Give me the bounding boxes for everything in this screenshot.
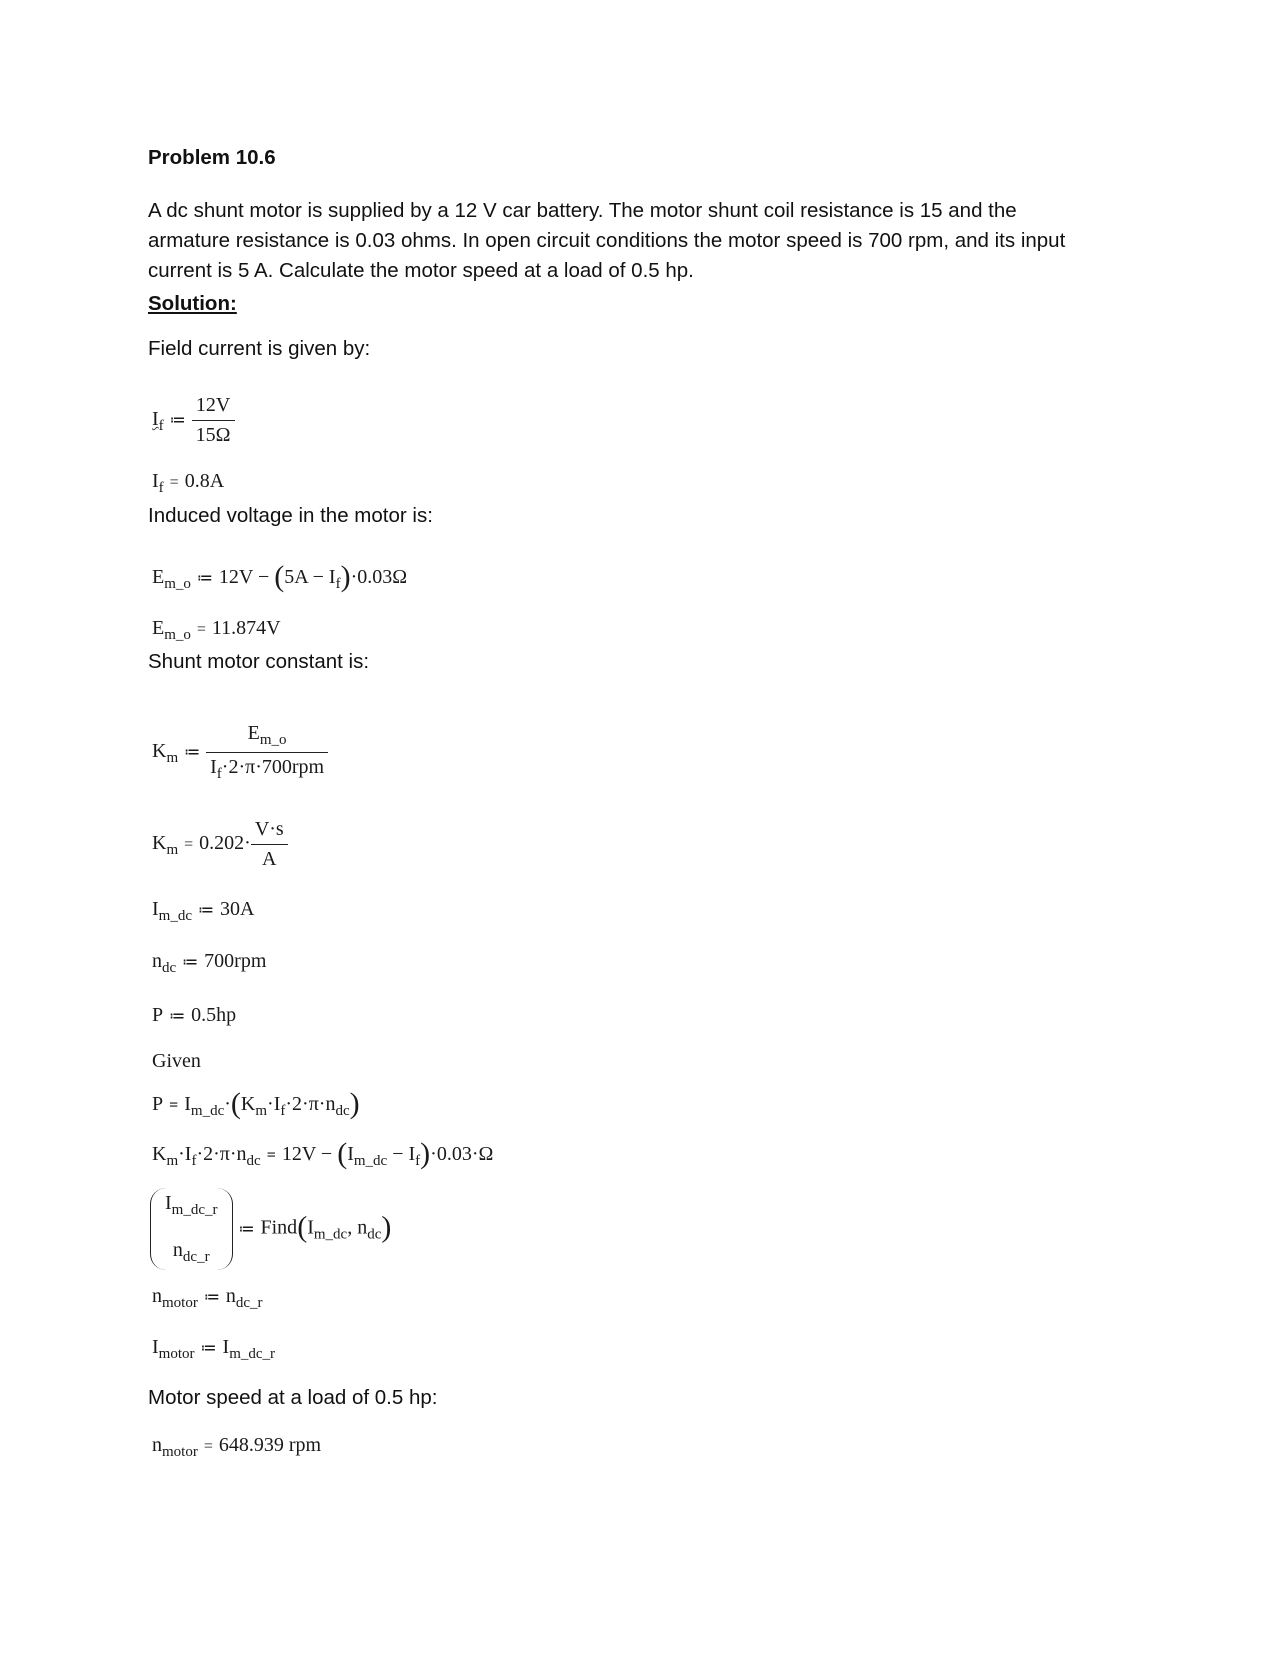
eq-nmotor-def: $n_{motor}$ ≔ $n_{dc\_r}$ xyxy=(152,1285,263,1311)
problem-line-2: armature resistance is 0.03 ohms. In open circuit conditions the motor speed is 700 rpm, and its input xyxy=(148,229,1066,252)
fraction: $\frac{12V}{15\Omega}$ xyxy=(192,394,235,447)
eq-field-current-result: $I_f = 0.8A$ xyxy=(152,470,225,496)
shunt-constant-text: Shunt motor constant is: xyxy=(148,650,370,673)
motor-speed-text: Motor speed at a load of 0.5 hp: xyxy=(148,1386,438,1409)
eq-given-voltage: $K_m\cdot I_f\cdot 2\cdot\pi\cdot n_{dc} = 12V - (I_{m\_dc} - I_f)\cdot 0.03\cdot\Omega$ xyxy=(152,1137,494,1170)
problem-line-3: current is 5 A. Calculate the motor speed at a load of 0.5 hp. xyxy=(148,259,694,282)
problem-statement xyxy=(148,196,1108,286)
eq-armature-current-def: $I_{m\_dc}$ ≔ 30A xyxy=(152,898,255,924)
eq-speed-def: $n_{dc}$ ≔ 700rpm xyxy=(152,950,267,976)
field-current-text: Field current is given by: xyxy=(148,337,371,360)
given-block-label: Given xyxy=(152,1050,201,1072)
eq-field-current-def: $I_f$ ≔ $\frac{12V}{15\Omega}$ xyxy=(152,394,235,447)
eq-motor-constant-result: $K_m = 0.202\cdot$ $\frac{V\cdot s}{A}$ xyxy=(152,818,288,871)
eq-find-solution: $I_{m\_dc\_r}$ $n_{dc\_r}$ ≔ $Find(I_{m\_dc}$, $n_{dc}$) xyxy=(150,1188,391,1270)
eq-motor-constant-def: $K_m$ ≔ $\frac{E_{m\_o}}{I_f\cdot 2\cdot\pi\cdot 700rpm}$ xyxy=(152,722,328,783)
problem-title: Problem 10.6 xyxy=(148,146,276,169)
eq-motor-speed-result: $n_{motor} = 648.939$ rpm xyxy=(152,1434,322,1460)
fraction: $\frac{V\cdot s}{A}$ xyxy=(251,818,288,871)
eq-imotor-def: $I_{motor}$ ≔ $I_{m\_dc\_r}$ xyxy=(152,1336,276,1362)
fraction: $\frac{E_{m\_o}}{I_f\cdot 2\cdot\pi\cdot 700rpm}$ xyxy=(206,722,328,783)
eq-induced-voltage-result: $E_{m\_o} = 11.874V$ xyxy=(152,617,281,643)
eq-given-power: $P = I_{m\_dc}\cdot(K_m\cdot I_f\cdot 2\cdot\pi\cdot n_{dc})$ xyxy=(152,1087,360,1120)
induced-voltage-text: Induced voltage in the motor is: xyxy=(148,504,433,527)
eq-power-def: P ≔ 0.5hp xyxy=(152,1004,237,1026)
eq-induced-voltage-def: $E_{m\_o}$ ≔ $12V - (5A - I_f)\cdot 0.03\Omega$ xyxy=(152,560,408,593)
solution-heading: Solution: xyxy=(148,292,237,315)
result-vector: $I_{m\_dc\_r}$ $n_{dc\_r}$ xyxy=(150,1188,233,1270)
problem-line-1: A dc shunt motor is supplied by a 12 V car battery. The motor shunt coil resistance is 15 and the xyxy=(148,199,1017,222)
